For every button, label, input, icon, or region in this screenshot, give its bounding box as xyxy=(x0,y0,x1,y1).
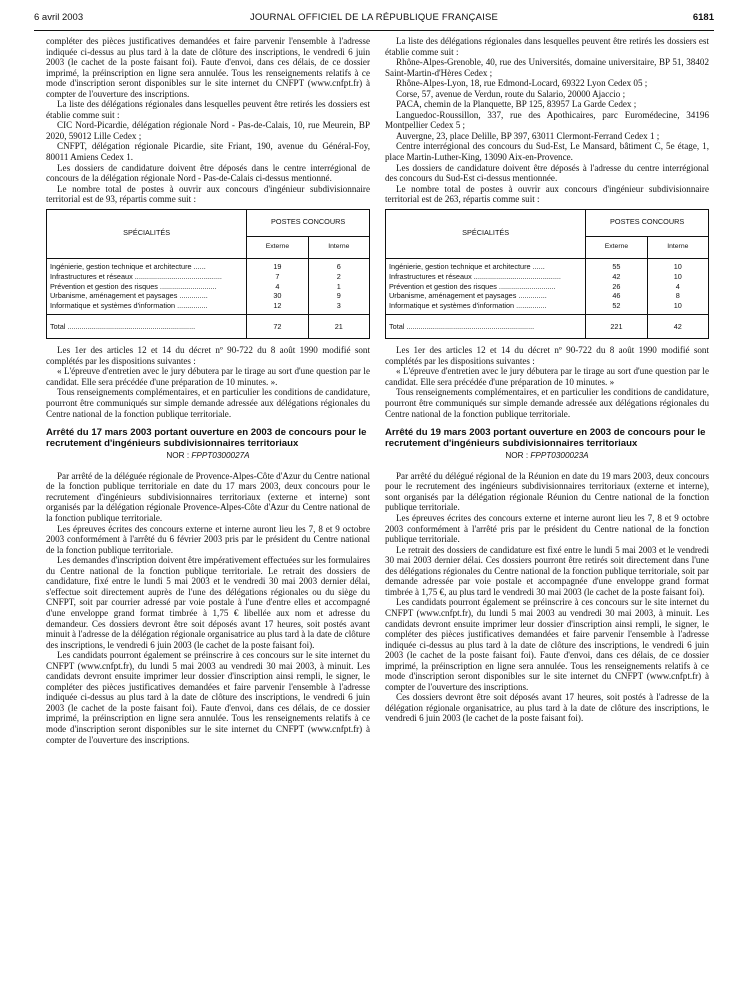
interne-values xyxy=(308,258,369,315)
table-cell: 12 xyxy=(273,301,282,311)
table-cell: 10 xyxy=(673,261,682,271)
table-cell: 2 xyxy=(336,271,341,281)
paragraph: Tous renseignements complémentaires, et en particulier les conditions de candidature, pourront être communiqués sur simple demande adressée aux délégations régionales du Centre national de la fonction publique territoriale. xyxy=(385,387,709,419)
paragraph: Les 1er des articles 12 et 14 du décret nº 90-722 du 8 août 1990 modifié sont complétés par les dispositions suivantes : xyxy=(385,345,709,366)
total-interne: 42 xyxy=(647,315,708,339)
table-row-label: Informatique et systèmes d'information ............... xyxy=(389,301,547,311)
paragraph: Le nombre total de postes à ouvrir aux concours d'ingénieur subdivisionnaire territorial est de 93, répartis comme suit : xyxy=(46,183,370,205)
paragraph: Les candidats pourront également se préinscrire à ces concours sur le site internet du CNFPT (www.cnfpt.fr), du lundi 5 mai 2003 au vendredi 30 mai 2003, à minuit. Les candidats devront ensuite imprimer leur dossier d'inscription ainsi rempli, le signer, le compléter des pièces justificatives demandées et faire parvenir l'ensemble à l'adresse indiquée ci-dessus au plus tard à la date de clôture des inscriptions, le vendredi 6 juin 2003 (le cachet de la poste faisant foi). Faute d'envoi, dans ces délais, de ce dossier imprimé, la préinscription en ligne sera annulée. Tous les renseignements relatifs à ce mode d'inscription seront disponibles sur le site internet du CNFPT (www.cnfpt.fr) à compter de l'ouverture des inscriptions. xyxy=(46,650,370,745)
nor-reference xyxy=(46,451,370,462)
quote: « L'épreuve d'entretien avec le jury débutera par le tirage au sort d'une question par le candidat. Elle sera précédée d'une préparation de 10 minutes. ». xyxy=(46,366,370,387)
table-row-label: Ingénierie, gestion technique et architecture ...... xyxy=(389,261,545,271)
specialty-labels xyxy=(386,258,586,315)
table-row-label: Informatique et systèmes d'information ............... xyxy=(50,301,208,311)
table-cell: 52 xyxy=(612,301,621,311)
table-cell: 8 xyxy=(675,291,680,301)
header-rule xyxy=(34,30,714,31)
paragraph: La liste des délégations régionales dans lesquelles peuvent être retirés les dossiers est établie comme suit : xyxy=(46,99,370,120)
specialty-labels xyxy=(47,258,247,315)
journal-title: JOURNAL OFFICIEL DE LA RÉPUBLIQUE FRANÇAISE xyxy=(249,12,499,23)
table-cell: 9 xyxy=(336,291,341,301)
header-date: 6 avril 2003 xyxy=(34,12,84,23)
table-row-label: Prévention et gestion des risques ............................ xyxy=(389,281,556,291)
table-cell: 46 xyxy=(612,291,621,301)
paragraph: Le nombre total de postes à ouvrir aux concours d'ingénieur subdivisionnaire territorial est de 263, répartis comme suit : xyxy=(385,183,709,205)
externe-values xyxy=(247,258,308,315)
table-row-label: Infrastructures et réseaux ........................................... xyxy=(50,271,222,281)
table-cell: 10 xyxy=(673,271,682,281)
address-item: Languedoc-Roussillon, 337, rue des Apothicaires, parc Euromédecine, 34196 Montpellier Cedex 5 ; xyxy=(385,109,709,131)
total-externe: 221 xyxy=(586,315,647,339)
externe-values xyxy=(586,258,647,315)
paragraph: La liste des délégations régionales dans lesquelles peuvent être retirés les dossiers est établie comme suit : xyxy=(385,36,709,57)
page-number: 6181 xyxy=(692,12,714,23)
arrete-title: Arrêté du 17 mars 2003 portant ouverture en 2003 de concours pour le recrutement d'ingénieurs subdivisionnaires territoriaux xyxy=(46,427,367,449)
col-specialites: SPÉCIALITÉS xyxy=(47,209,247,258)
paragraph: Les 1er des articles 12 et 14 du décret nº 90-722 du 8 août 1990 modifié sont complétés par les dispositions suivantes : xyxy=(46,345,370,366)
total-label xyxy=(386,315,586,339)
total-label xyxy=(47,315,247,339)
paragraph: Tous renseignements complémentaires, et en particulier les conditions de candidature, pourront être communiqués sur simple demande adressée aux délégations régionales du Centre national de la fonction publique territoriale. xyxy=(46,387,370,419)
table-cell: 55 xyxy=(612,261,621,271)
paragraph: Les épreuves écrites des concours externe et interne auront lieu les 7, 8 et 9 octobre 2003 conformément à l'arrêté du 6 février 2003 pris par le président du Centre national de la fonction publique territoriale. xyxy=(46,523,370,555)
nor-label: NOR : xyxy=(505,451,531,461)
table-cell: 7 xyxy=(275,271,280,281)
total-label-text: Total ............................................................... xyxy=(389,321,535,331)
paragraph: Ces dossiers devront être soit déposés avant 17 heures, soit postés à l'adresse de la délégation régionale organisatrice, au plus tard à la date de clôture des inscriptions, le vendredi 6 juin 2003 (le cachet de la poste faisant foi). xyxy=(385,692,709,724)
table-cell: 10 xyxy=(673,301,682,311)
col-externe: Externe xyxy=(586,236,647,258)
page-header xyxy=(34,12,714,26)
address-item: Rhône-Alpes-Grenoble, 40, rue des Universités, domaine universitaire, BP 51, 38402 Saint-Martin-d'Hères Cedex ; xyxy=(385,57,709,78)
table-row-label: Ingénierie, gestion technique et architecture ...... xyxy=(50,261,206,271)
paragraph: Par arrêté de la déléguée régionale de Provence-Alpes-Côte d'Azur du Centre national de la fonction publique territoriale en date du 17 mars 2003, deux concours pour le recrutement d'ingénieurs subdivisionnaires territoriaux (externe et interne) sont organisés par la délégation régionale Provence-Alpes-Côte d'Azur du Centre national de la fonction publique territoriale. xyxy=(46,470,370,524)
col-externe: Externe xyxy=(247,236,308,258)
table-cell: 3 xyxy=(336,301,341,311)
posts-table xyxy=(385,209,709,340)
col-postes: POSTES CONCOURS xyxy=(247,209,370,236)
table-cell: 42 xyxy=(612,271,621,281)
table-cell: 4 xyxy=(675,281,680,291)
table-cell: 1 xyxy=(336,281,341,291)
address-item: CNFPT, délégation régionale Picardie, site Friant, 190, avenue du Général-Foy, 80011 Amiens Cedex 1. xyxy=(46,141,370,163)
nor-label: NOR : xyxy=(166,451,192,461)
table-cell: 30 xyxy=(273,291,282,301)
paragraph: compléter des pièces justificatives demandées et faire parvenir l'ensemble à l'adresse indiquée ci-dessus au plus tard à la date de clôture des inscriptions, le vendredi 6 juin 2003 (le cachet de la poste faisant foi). Faute d'envoi, dans ces délais, de ce dossier imprimé, la préinscription en ligne sera annulée. Tous les renseignements relatifs à ce mode d'inscription seront disponibles sur le site internet du CNFPT (www.cnfpt.fr) à compter de l'ouverture des inscriptions. xyxy=(46,36,370,99)
table-cell: 26 xyxy=(612,281,621,291)
right-column xyxy=(385,36,709,724)
col-interne: Interne xyxy=(647,236,708,258)
paragraph: Les dossiers de candidature doivent être déposés à l'adresse du centre interrégional des concours du Sud-Est ci-dessus mentionnée. xyxy=(385,162,709,184)
paragraph: Le retrait des dossiers de candidature est fixé entre le lundi 5 mai 2003 et le vendredi 30 mai 2003 dernier délai. Ces dossiers pourront être retirés soit directement dans l'une des délégations régionales du Centre national de la fonction publique territoriale, soit par demande adressée par voie postale et accompagnée d'une enveloppe grand format timbrée à 1,75 €, au plus tard le vendredi 30 mai 2003 (le cachet de la poste faisant foi). xyxy=(385,544,709,597)
paragraph: Les dossiers de candidature doivent être déposés dans le centre interrégional de concours de la délégation régionale Nord - Pas-de-Calais ci-dessus mentionné. xyxy=(46,162,370,184)
table-row-label: Urbanisme, aménagement et paysages .............. xyxy=(389,291,547,301)
address-item: Centre interrégional des concours du Sud-Est, Le Mansard, bâtiment C, 5e étage, 1, place Martin-Luther-King, 13090 Aix-en-Provence. xyxy=(385,141,709,163)
total-label-text: Total ............................................................... xyxy=(50,321,196,331)
table-cell: 4 xyxy=(275,281,280,291)
paragraph: Les candidats pourront également se préinscrire à ces concours sur le site internet du CNFPT (www.cnfpt.fr), du lundi 5 mai 2003 au vendredi 30 mai 2003, à minuit. Les candidats devront ensuite imprimer leur dossier d'inscription ainsi rempli, le signer, le compléter des pièces justificatives demandées et faire parvenir l'ensemble à l'adresse indiquée ci-dessus au plus tard à la date de clôture des inscriptions, le vendredi 6 juin 2003 (le cachet de la poste faisant foi). Faute d'envoi, dans ces délais, de ce dossier imprimé, la préinscription en ligne sera annulée. Tous les renseignements relatifs à ce mode d'inscription seront disponibles sur le site internet du CNFPT (www.cnfpt.fr) à compter de l'ouverture des inscriptions. xyxy=(385,597,709,692)
paragraph: Les épreuves écrites des concours externe et interne auront lieu les 7, 8 et 9 octobre 2003 conformément à l'arrêté pris par le président du Centre national de la fonction publique territoriale. xyxy=(385,513,709,545)
address-item: PACA, chemin de la Planquette, BP 125, 83957 La Garde Cedex ; xyxy=(396,99,637,110)
total-interne: 21 xyxy=(308,315,369,339)
address-item: Auvergne, 23, place Delille, BP 397, 63011 Clermont-Ferrand Cedex 1 ; xyxy=(396,130,660,141)
total-externe: 72 xyxy=(247,315,308,339)
quote: « L'épreuve d'entretien avec le jury débutera par le tirage au sort d'une question par le candidat. Elle sera précédée d'une préparation de 10 minutes. » xyxy=(385,366,709,387)
table-row-label: Urbanisme, aménagement et paysages .............. xyxy=(50,291,208,301)
interne-values xyxy=(647,258,708,315)
col-postes: POSTES CONCOURS xyxy=(586,209,709,236)
col-specialites: SPÉCIALITÉS xyxy=(386,209,586,258)
nor-code: FPPT0300023A xyxy=(530,451,589,461)
table-row-label: Prévention et gestion des risques ............................ xyxy=(50,281,217,291)
paragraph: Les demandes d'inscription doivent être impérativement effectuées sur les formulaires du Centre national de la fonction publique territoriale. Le retrait des dossiers de candidature, fixé entre le lundi 5 mai 2003 et le vendredi 30 mai 2003 dernier délai, s'effectue soit directement auprès de l'une des délégations régionales ou du siège du CNFPT, soit par courrier adressé par voie postale à l'une d'entre elles et accompagné d'une enveloppe grand format timbrée à 1,75 € libellée aux nom et adresse du demandeur. Ces dossiers devront être soit déposés avant 17 heures, soit postés avant minuit à l'adresse de la délégation régionale organisatrice au plus tard à la date de clôture des inscriptions, le vendredi 6 juin 2003 (le cachet de la poste faisant foi). xyxy=(46,555,370,650)
paragraph: Par arrêté du délégué régional de la Réunion en date du 19 mars 2003, deux concours pour le recrutement des ingénieurs subdivisionnaires territoriaux (externe et interne), sont organisés par la délégation régionale Réunion du Centre national de la fonction publique territoriale. xyxy=(385,470,709,513)
left-column xyxy=(46,36,370,745)
posts-table xyxy=(46,209,370,340)
table-row-label: Infrastructures et réseaux ........................................... xyxy=(389,271,561,281)
nor-code: FPPT0300027A xyxy=(191,451,250,461)
col-interne: Interne xyxy=(308,236,369,258)
arrete-title: Arrêté du 19 mars 2003 portant ouverture en 2003 de concours pour le recrutement d'ingénieurs subdivisionnaires territoriaux xyxy=(385,427,706,449)
address-item: Corse, 57, avenue de Verdun, route du Salario, 20000 Ajaccio ; xyxy=(396,88,626,99)
table-cell: 6 xyxy=(336,261,341,271)
nor-reference xyxy=(385,451,709,462)
address-item: Rhône-Alpes-Lyon, 18, rue Edmond-Locard, 69322 Lyon Cedex 05 ; xyxy=(396,78,648,89)
table-cell: 19 xyxy=(273,261,282,271)
address-item: CIC Nord-Picardie, délégation régionale Nord - Pas-de-Calais, 10, rue Meurein, BP 2020, 59012 Lille Cedex ; xyxy=(46,120,370,141)
